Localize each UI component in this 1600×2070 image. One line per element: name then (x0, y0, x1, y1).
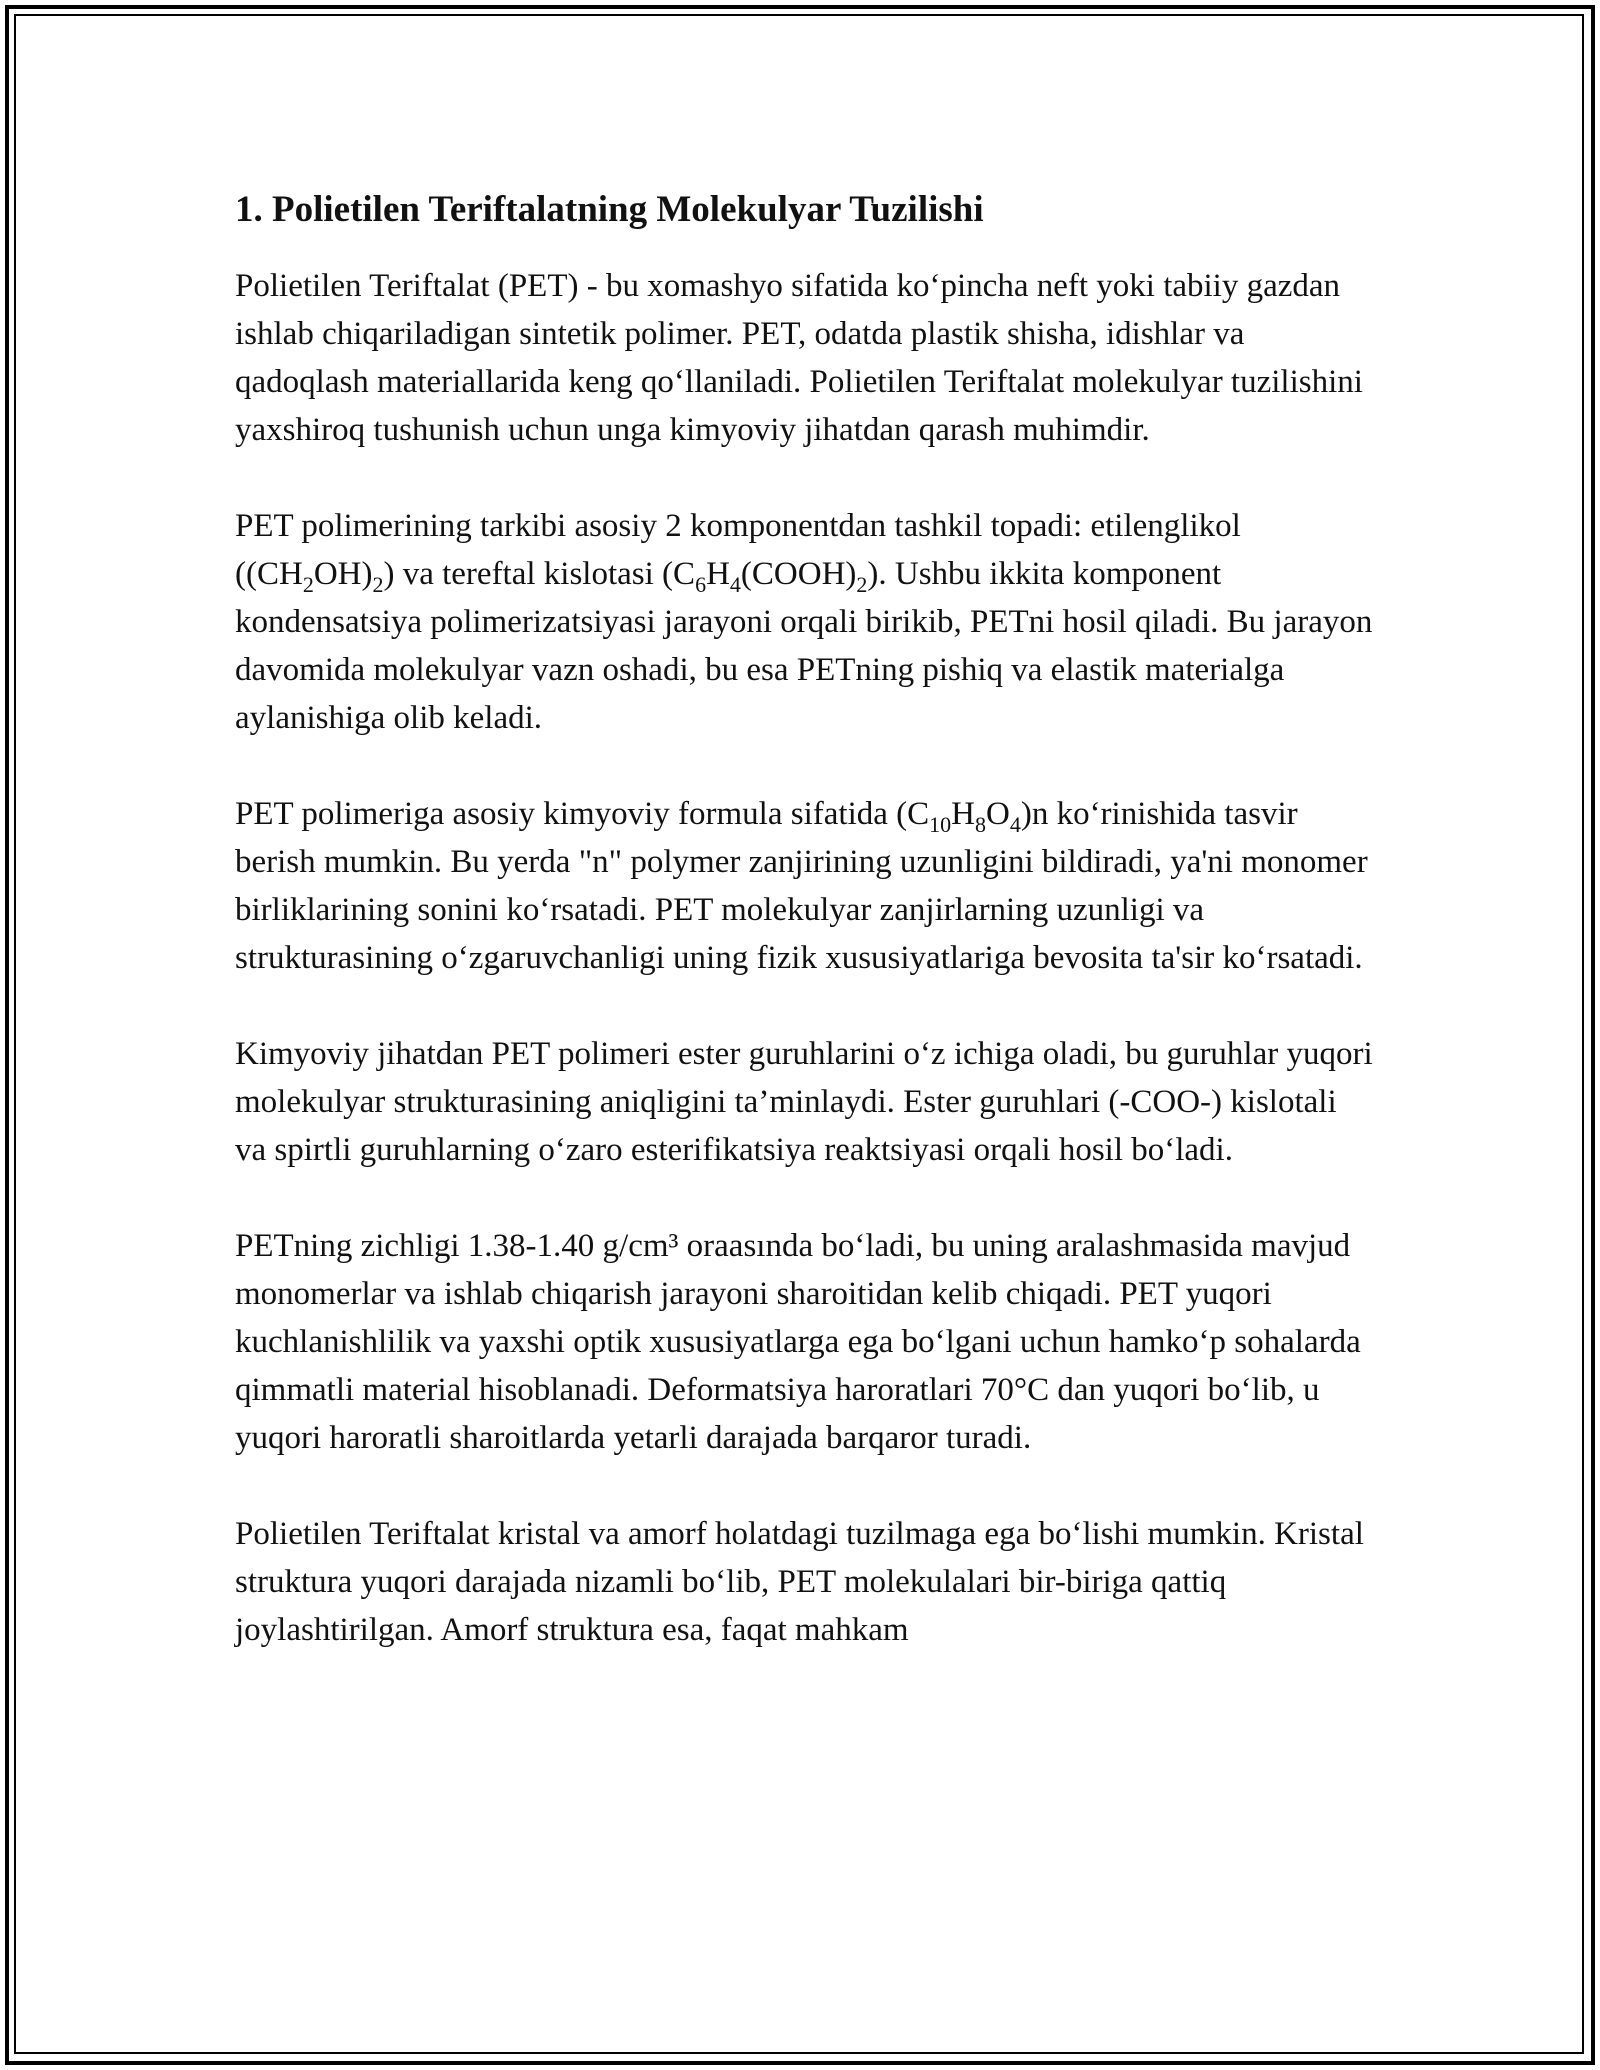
paragraph-density: PETning zichligi 1.38-1.40 g/cm³ oraasında bo‘ladi, bu uning aralashmasida mavjud monomerlar va ishlab chiqarish jarayoni sharoitidan kelib chiqadi. PET yuqori kuchlanishlilik va yaxshi optik xususiyatlarga ega bo‘lgani uchun hamko‘p sohalarda qimmatli material hisoblanadi. Deformatsiya haroratlari 70°C dan yuqori bo‘lib, u yuqori haroratli sharoitlarda yetarli darajada barqaror turadi. (235, 1228, 1361, 1456)
paragraph-intro: Polietilen Teriftalat (PET) - bu xomashyo sifatida ko‘pincha neft yoki tabiiy gazdan ishlab chiqariladigan sintetik polimer. PET, odatda plastik shisha, idishlar va qadoqlash materiallarida keng qo‘llaniladi. Polietilen Teriftalat molekulyar tuzilishini yaxshiroq tushunish uchun unga kimyoviy jihatdan qarash muhimdir. (235, 268, 1363, 448)
paragraph-ester-groups: Kimyoviy jihatdan PET polimeri ester guruhlarini o‘z ichiga oladi, bu guruhlar yuqori molekulyar strukturasining aniqligini ta’minlaydi. Ester guruhlari (-COO-) kislotali va spirtli guruhlarning o‘zaro esterifikatsiya reaktsiyasi orqali hosil bo‘ladi. (235, 1036, 1373, 1168)
section-heading: 1. Polietilen Teriftalatning Molekulyar Tuzilishi (235, 189, 984, 230)
paragraph-composition: PET polimerining tarkibi asosiy 2 komponentdan tashkil topadi: etilenglikol $((CH_2OH)_2)$ va tereftal kislotasi $(C_6H_4(COOH)_2)$. Ushbu ikkita komponent kondensatsiya polimerizatsiyasi jarayoni orqali birikib, PETni hosil qiladi. Bu jarayon davomida molekulyar vazn oshadi, bu esa PETning pishiq va elastik materialga aylanishiga olib keladi. (235, 508, 1373, 736)
paragraph-formula: PET polimeriga asosiy kimyoviy formula sifatida $(C_{10}H_8O_4)n$ ko‘rinishida tasvir berish mumkin. Bu yerda "n" polymer zanjirining uzunligini bildiradi, ya'ni monomer birliklarining sonini ko‘rsatadi. PET molekulyar zanjirlarning uzunligi va strukturasining o‘zgaruvchanligi uning fizik xususiyatlariga bevosita ta'sir ko‘rsatadi. (235, 796, 1368, 976)
paragraph-structure: Polietilen Teriftalat kristal va amorf holatdagi tuzilmaga ega bo‘lishi mumkin. Kristal struktura yuqori darajada nizamli bo‘lib, PET molekulalari bir-biriga qattiq joylashtirilgan. Amorf struktura esa, faqat mahkam (235, 1516, 1364, 1648)
document-body (235, 186, 1375, 1702)
